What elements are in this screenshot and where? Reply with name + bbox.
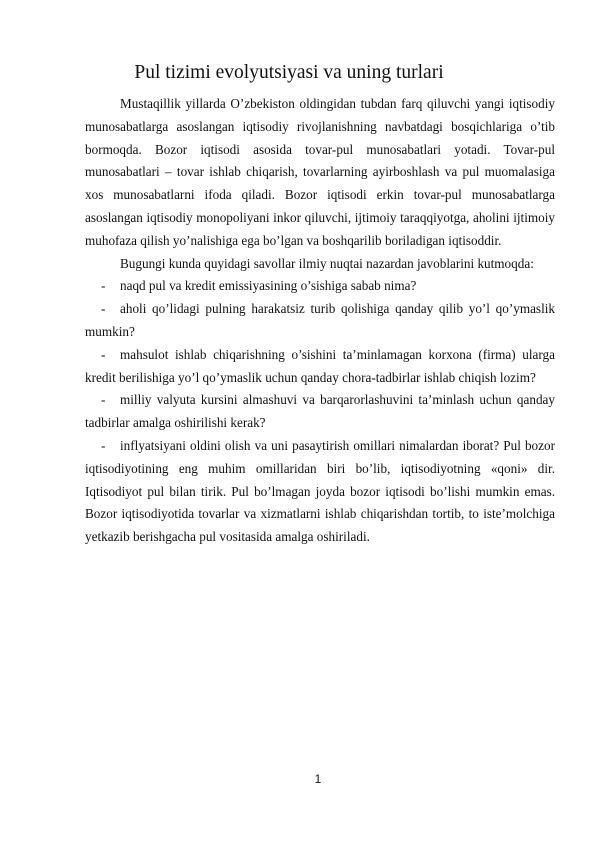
bullet-marker: - — [101, 392, 106, 408]
document-body — [85, 93, 555, 549]
list-item — [85, 275, 555, 298]
list-item-text: milliy valyuta kursini almashuvi va barqarorlashuvini ta’minlash uchun qanday tadbirlar amalga oshirilishi kerak? — [85, 392, 555, 431]
bullet-marker: - — [101, 437, 106, 453]
bullet-marker: - — [101, 301, 106, 317]
list-item-text: naqd pul va kredit emissiyasining o’sishiga sabab nima? — [120, 278, 417, 294]
list-item — [85, 435, 555, 549]
bullet-marker: - — [101, 278, 106, 294]
questions-intro: Bugungi kunda quyidagi savollar ilmiy nuqtai nazardan javoblarini kutmoqda: — [120, 255, 534, 271]
list-item — [85, 389, 555, 435]
intro-paragraph: Mustaqillik yillarda O’zbekiston oldingidan tubdan farq qiluvchi yangi iqtisodiy munosabatlarga asoslangan iqtisodiy rivojlanishning navbatdagi bosqichlariga o’tib bormoqda. Bozor iqtisodi asosida tovar-pul munosabatlari yotadi. Tovar-pul munosabatlari – tovar ishlab chiqarish, tovarlarning ayirboshlash va pul muomalasiga xos munosabatlarni ifoda qiladi. Bozor iqtisodi erkin tovar-pul munosabatlarga asoslangan iqtisodiy monopoliyani inkor qiluvchi, ijtimoiy taraqqiyotga, aholini ijtimoiy muhofaza qilish yo’nalishiga ega bo’lgan va boshqarilib boriladigan iqtisoddir. — [85, 96, 555, 248]
page-title — [0, 60, 596, 86]
page-title-text: Pul tizimi evolyutsiyasi va uning turlari — [134, 62, 444, 83]
list-item-text: inflyatsiyani oldini olish va uni pasaytirish omillari nimalardan iborat? Pul bozor iqtisodiyotining eng muhim omillaridan biri bo’lib, iqtisodiyotning «qoni» dir. Iqtisodiyot pul bilan tirik. Pul bo’lmagan joyda bozor iqtisodi bo’lishi mumkin emas. Bozor iqtisodiyotida tovarlar va xizmatlarni ishlab chiqarishdan tortib, to iste’molchiga yetkazib berishgacha pul vositasida amalga oshiriladi. — [85, 437, 555, 545]
page-number: 1 — [314, 772, 322, 786]
bullet-marker: - — [101, 346, 106, 362]
list-item-text: mahsulot ishlab chiqarishning o’sishini ta’minlamagan korxona (firma) ularga kredit berilishiga yo’l qo’ymaslik uchun qanday chora-tadbirlar ishlab chiqish lozim? — [85, 346, 555, 385]
list-item — [85, 344, 555, 390]
list-item — [85, 298, 555, 344]
list-item-text: aholi qo’lidagi pulning harakatsiz turib qolishiga qanday qilib yo’l qo’ymaslik mumkin? — [85, 301, 555, 339]
